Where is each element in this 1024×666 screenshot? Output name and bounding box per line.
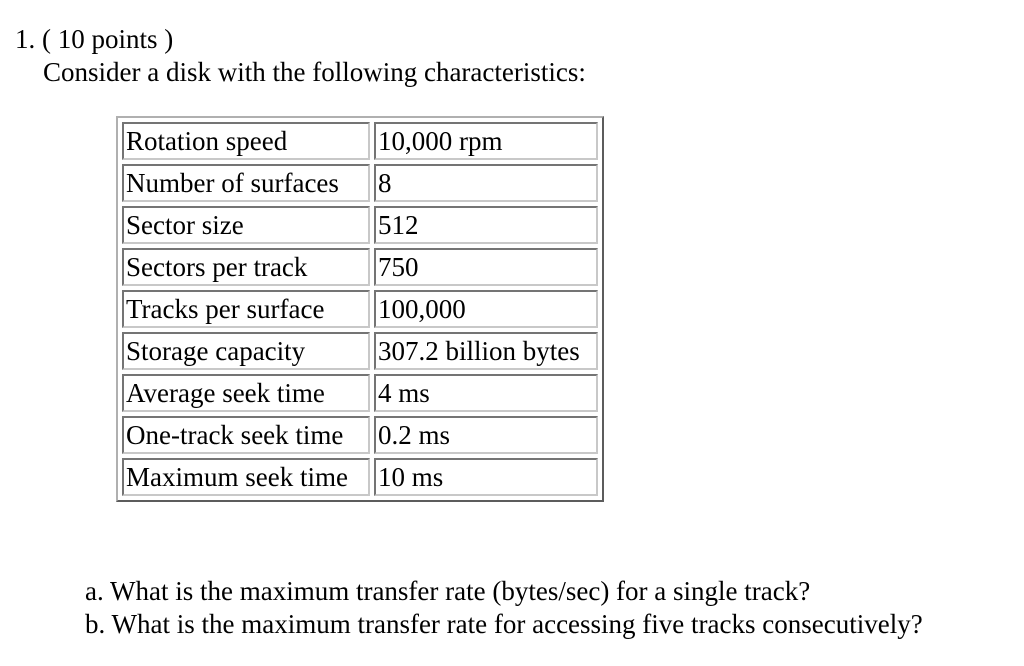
spec-value-sectors-per-track: 750 bbox=[374, 248, 598, 286]
spec-label-sector-size: Sector size bbox=[122, 206, 370, 244]
table-row bbox=[122, 206, 598, 244]
spec-value-one-track-seek-time: 0.2 ms bbox=[374, 416, 598, 454]
table-row bbox=[122, 458, 598, 496]
problem-heading: 1. ( 10 points ) bbox=[15, 24, 174, 54]
spec-label-rotation-speed: Rotation speed bbox=[122, 122, 370, 160]
spec-label-number-of-surfaces: Number of surfaces bbox=[122, 164, 370, 202]
table-row bbox=[122, 374, 598, 412]
spec-label-storage-capacity: Storage capacity bbox=[122, 332, 370, 370]
problem-intro: Consider a disk with the following characteristics: bbox=[43, 57, 586, 87]
question-a: a. What is the maximum transfer rate (bytes/sec) for a single track? bbox=[85, 576, 811, 606]
table-row bbox=[122, 248, 598, 286]
spec-value-average-seek-time: 4 ms bbox=[374, 374, 598, 412]
spec-value-storage-capacity: 307.2 billion bytes bbox=[374, 332, 598, 370]
spec-value-maximum-seek-time: 10 ms bbox=[374, 458, 598, 496]
table-row bbox=[122, 122, 598, 160]
spec-label-sectors-per-track: Sectors per track bbox=[122, 248, 370, 286]
spec-value-rotation-speed: 10,000 rpm bbox=[374, 122, 598, 160]
spec-label-maximum-seek-time: Maximum seek time bbox=[122, 458, 370, 496]
question-b: b. What is the maximum transfer rate for accessing five tracks consecutively? bbox=[85, 609, 923, 639]
spec-label-average-seek-time: Average seek time bbox=[122, 374, 370, 412]
table-row bbox=[122, 164, 598, 202]
table-row bbox=[122, 290, 598, 328]
table-row bbox=[122, 332, 598, 370]
spec-value-tracks-per-surface: 100,000 bbox=[374, 290, 598, 328]
spec-label-one-track-seek-time: One-track seek time bbox=[122, 416, 370, 454]
spec-value-number-of-surfaces: 8 bbox=[374, 164, 598, 202]
question-list bbox=[85, 575, 923, 641]
spec-value-sector-size: 512 bbox=[374, 206, 598, 244]
table-row bbox=[122, 416, 598, 454]
spec-label-tracks-per-surface: Tracks per surface bbox=[122, 290, 370, 328]
disk-characteristics-table bbox=[116, 116, 604, 502]
